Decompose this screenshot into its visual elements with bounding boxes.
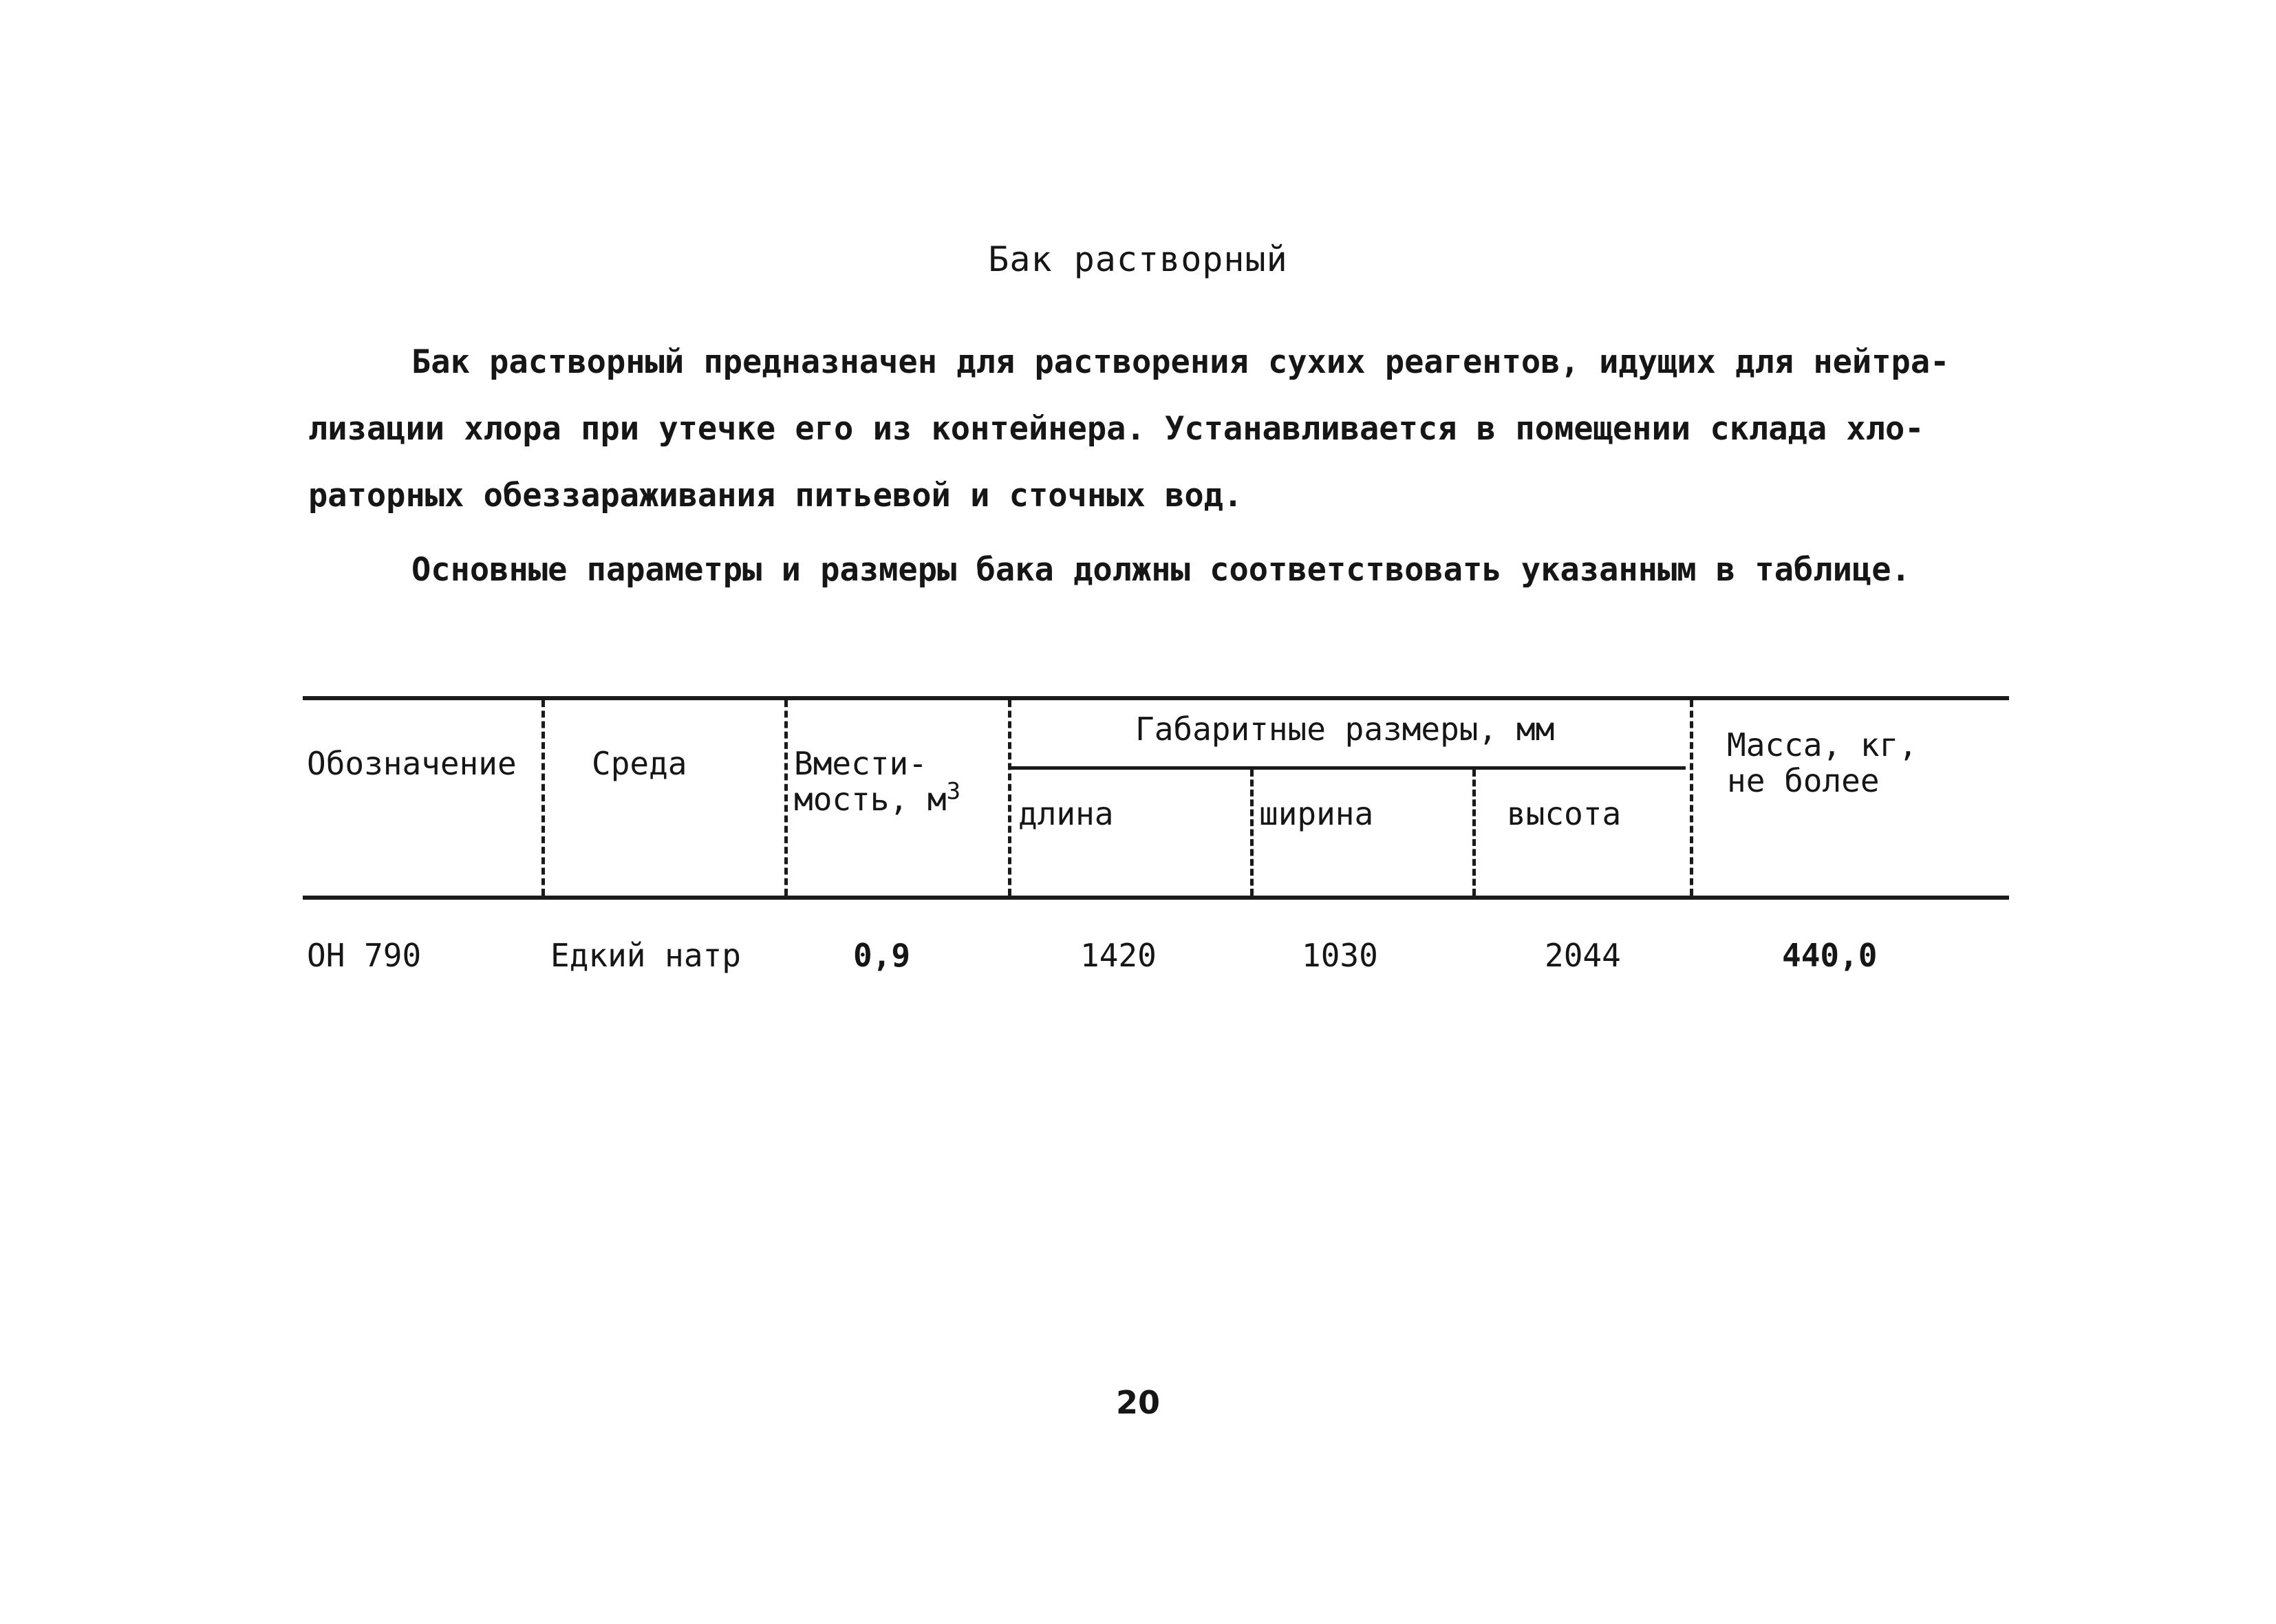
cell-width: 1030: [1302, 937, 1378, 974]
column-divider: [1472, 770, 1476, 896]
table-top-rule: [303, 696, 2009, 700]
cell-medium: Едкий натр: [550, 937, 741, 974]
column-divider: [1690, 700, 1693, 896]
paragraph-line: Бак растворный предназначен для растворения сухих реагентов, идущих для нейтра-: [411, 343, 1950, 381]
paragraph-line: раторных обеззараживания питьевой и сточных вод.: [308, 477, 1243, 515]
table-header-rule: [303, 896, 2009, 900]
header-capacity-line2: мость, м: [794, 781, 947, 818]
page-number: 20: [1115, 1384, 1160, 1421]
header-mass-line1: Масса, кг,: [1727, 726, 1918, 764]
header-mass: [1727, 727, 1918, 799]
column-divider: [1250, 770, 1254, 896]
paragraph-line: лизации хлора при утечке его из контейнера. Устанавливается в помещении склада хло-: [308, 410, 1924, 448]
description-paragraph: [308, 329, 2015, 529]
header-capacity-line1: Вмести-: [794, 745, 927, 782]
header-medium: Среда: [592, 745, 687, 782]
dimensions-subheader-rule: [1011, 766, 1686, 770]
header-capacity: [794, 746, 960, 817]
column-divider: [1008, 700, 1011, 896]
parameters-intro: Основные параметры и размеры бака должны соответствовать указанным в таблице.: [411, 551, 1911, 589]
header-capacity-unit-exponent: 3: [946, 777, 961, 805]
parameters-table: [303, 696, 2009, 985]
cell-mass: 440,0: [1782, 937, 1878, 974]
cell-height: 2044: [1545, 937, 1621, 974]
header-height: высота: [1507, 795, 1622, 832]
document-title: Бак растворный: [988, 239, 1288, 279]
column-divider: [541, 700, 545, 896]
header-dimensions: Габаритные размеры, мм: [1135, 711, 1555, 748]
cell-length: 1420: [1080, 937, 1157, 974]
header-mass-line2: не более: [1727, 762, 1880, 799]
cell-designation: ОН 790: [307, 937, 422, 974]
cell-capacity: 0,9: [853, 937, 911, 974]
header-width: ширина: [1259, 795, 1374, 832]
header-length: длина: [1018, 795, 1114, 832]
column-divider: [784, 700, 788, 896]
header-designation: Обозначение: [307, 745, 517, 782]
